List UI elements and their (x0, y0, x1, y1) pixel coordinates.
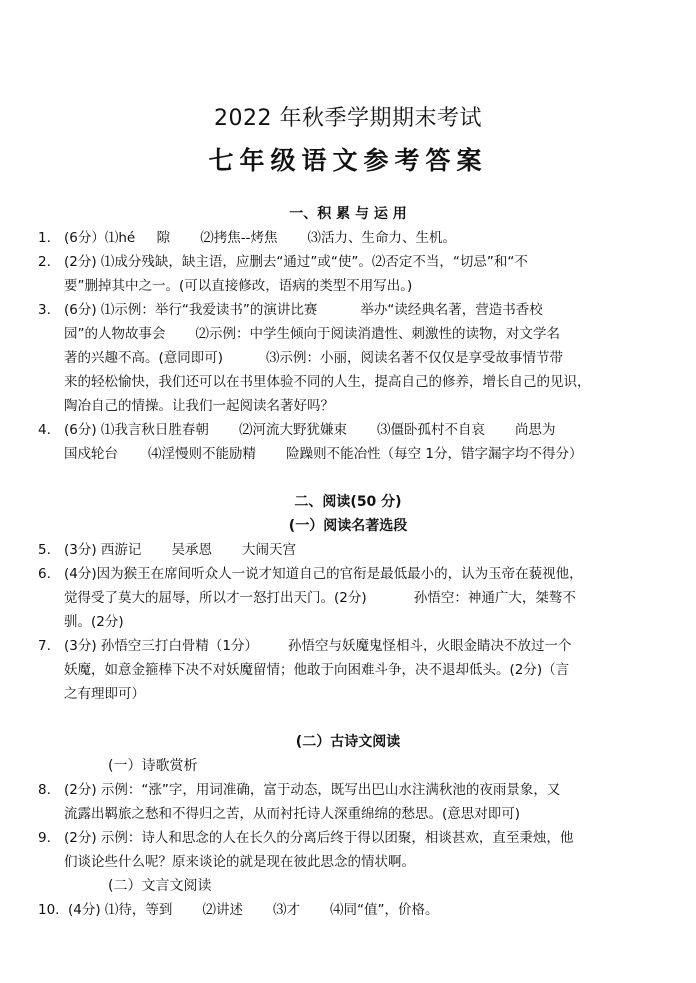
question-4 (38, 418, 658, 466)
answer-line: 园”的人物故事会 ⑵示例：中学生倾向于阅读消遣性、刺激性的读物，对文学名 (64, 326, 561, 342)
question-number: 4. (38, 422, 51, 438)
poetry-subheading: (一）诗歌赏析 (108, 758, 198, 774)
question-3 (38, 298, 658, 418)
question-1 (38, 226, 658, 250)
question-5 (38, 538, 658, 562)
answer-line: (2分) 示例：诗人和思念的人在长久的分离后终于得以团聚，相谈甚欢，直至秉烛，他 (64, 830, 574, 846)
answer-line: (6分) ⑴我言秋日胜春朝 ⑵河流大野犹嫌束 ⑶僵卧孤村不自哀 尚思为 (64, 422, 556, 438)
question-10 (38, 898, 658, 922)
answer-line: 之有理即可） (64, 686, 145, 702)
question-8 (38, 778, 658, 826)
question-6 (38, 562, 658, 634)
answer-line: 们谈论些什么呢？原来谈论的就是现在彼此思念的情状啊。 (64, 854, 415, 870)
answer-line: (4分)因为猴王在席间听众人一说才知道自己的官衔是最低最小的，认为玉帝在藐视他， (64, 566, 583, 582)
section-1-heading: 一、积 累 与 运 用 (289, 206, 407, 222)
question-number: 6. (38, 566, 51, 582)
answer-line: 著的兴趣不高。(意同即可) ⑶示例：小丽，阅读名著不仅仅是享受故事情节带 (64, 350, 563, 366)
answer-line: (6分) ⑴示例：举行“我爱读书”的演讲比赛 举办“读经典名著，营造书香校 (64, 302, 543, 318)
answer-line: (3分) 西游记 吴承恩 大闹天宫 (64, 542, 296, 558)
question-number: 8. (38, 782, 51, 798)
answer-line: 要”删掉其中之一。(可以直接修改，语病的类型不用写出。) (64, 278, 413, 294)
question-number: 5. (38, 542, 51, 558)
question-9 (38, 826, 658, 874)
answer-line: 驯。(2分) (64, 614, 124, 630)
answer-line: 来的轻松愉快，我们还可以在书里体验不同的人生，提高自己的修养，增长自己的见识， (64, 374, 591, 390)
question-number: 3. (38, 302, 51, 318)
answer-line: 国戍轮台 ⑷淫慢则不能励精 险躁则不能冶性（每空 1分，错字漏字均不得分） (64, 446, 583, 462)
answer-line: 流露出羁旅之愁和不得归之苦，从而衬托诗人深重绵绵的愁思。(意思对即可) (64, 806, 521, 822)
answer-line: (3分) 孙悟空三打白骨精（1分） 孙悟空与妖魔鬼怪相斗，火眼金睛决不放过一个 (64, 638, 572, 654)
answer-key-subtitle: 七年级语文参考答案 (208, 146, 488, 175)
answer-line: (6分）⑴hé 隙 ⑵拷焦--烤焦 ⑶活力、生命力、生机。 (64, 230, 456, 246)
section-2-heading: 二、阅读(50 分) (294, 494, 402, 510)
answer-line: 陶冶自己的情操。让我们一起阅读名著好吗？ (64, 398, 334, 414)
question-number: 10. (38, 902, 60, 918)
answer-line: 妖魔，如意金箍棒下决不对妖魔留情；他敢于向困难斗争，决不退却低头。(2分)（言 (64, 662, 570, 678)
answer-line: (4分) ⑴待，等到 ⑵讲述 ⑶才 ⑷同“值”，价格。 (68, 902, 439, 918)
answer-line: (2分) ⑴成分残缺，缺主语，应删去“通过”或“使”。⑵否定不当，“切忌”和“不 (64, 254, 528, 270)
question-number: 7. (38, 638, 51, 654)
question-number: 9. (38, 830, 51, 846)
question-7 (38, 634, 658, 706)
exam-title: 2022 年秋季学期期末考试 (214, 106, 482, 131)
part-1-heading: (一）阅读名著选段 (288, 518, 408, 534)
answer-line: (2分) 示例：“涨”字，用词准确，富于动态，既写出巴山水注满秋池的夜雨景象，又 (64, 782, 561, 798)
answer-line: 觉得受了莫大的屈辱，所以才一怒打出天门。(2分) 孙悟空：神通广大，桀骜不 (64, 590, 576, 606)
part-2-heading: (二）古诗文阅读 (295, 734, 401, 750)
classical-prose-subheading: (二）文言文阅读 (108, 878, 212, 894)
question-2 (38, 250, 658, 298)
question-number: 1. (38, 230, 51, 246)
question-number: 2. (38, 254, 51, 270)
